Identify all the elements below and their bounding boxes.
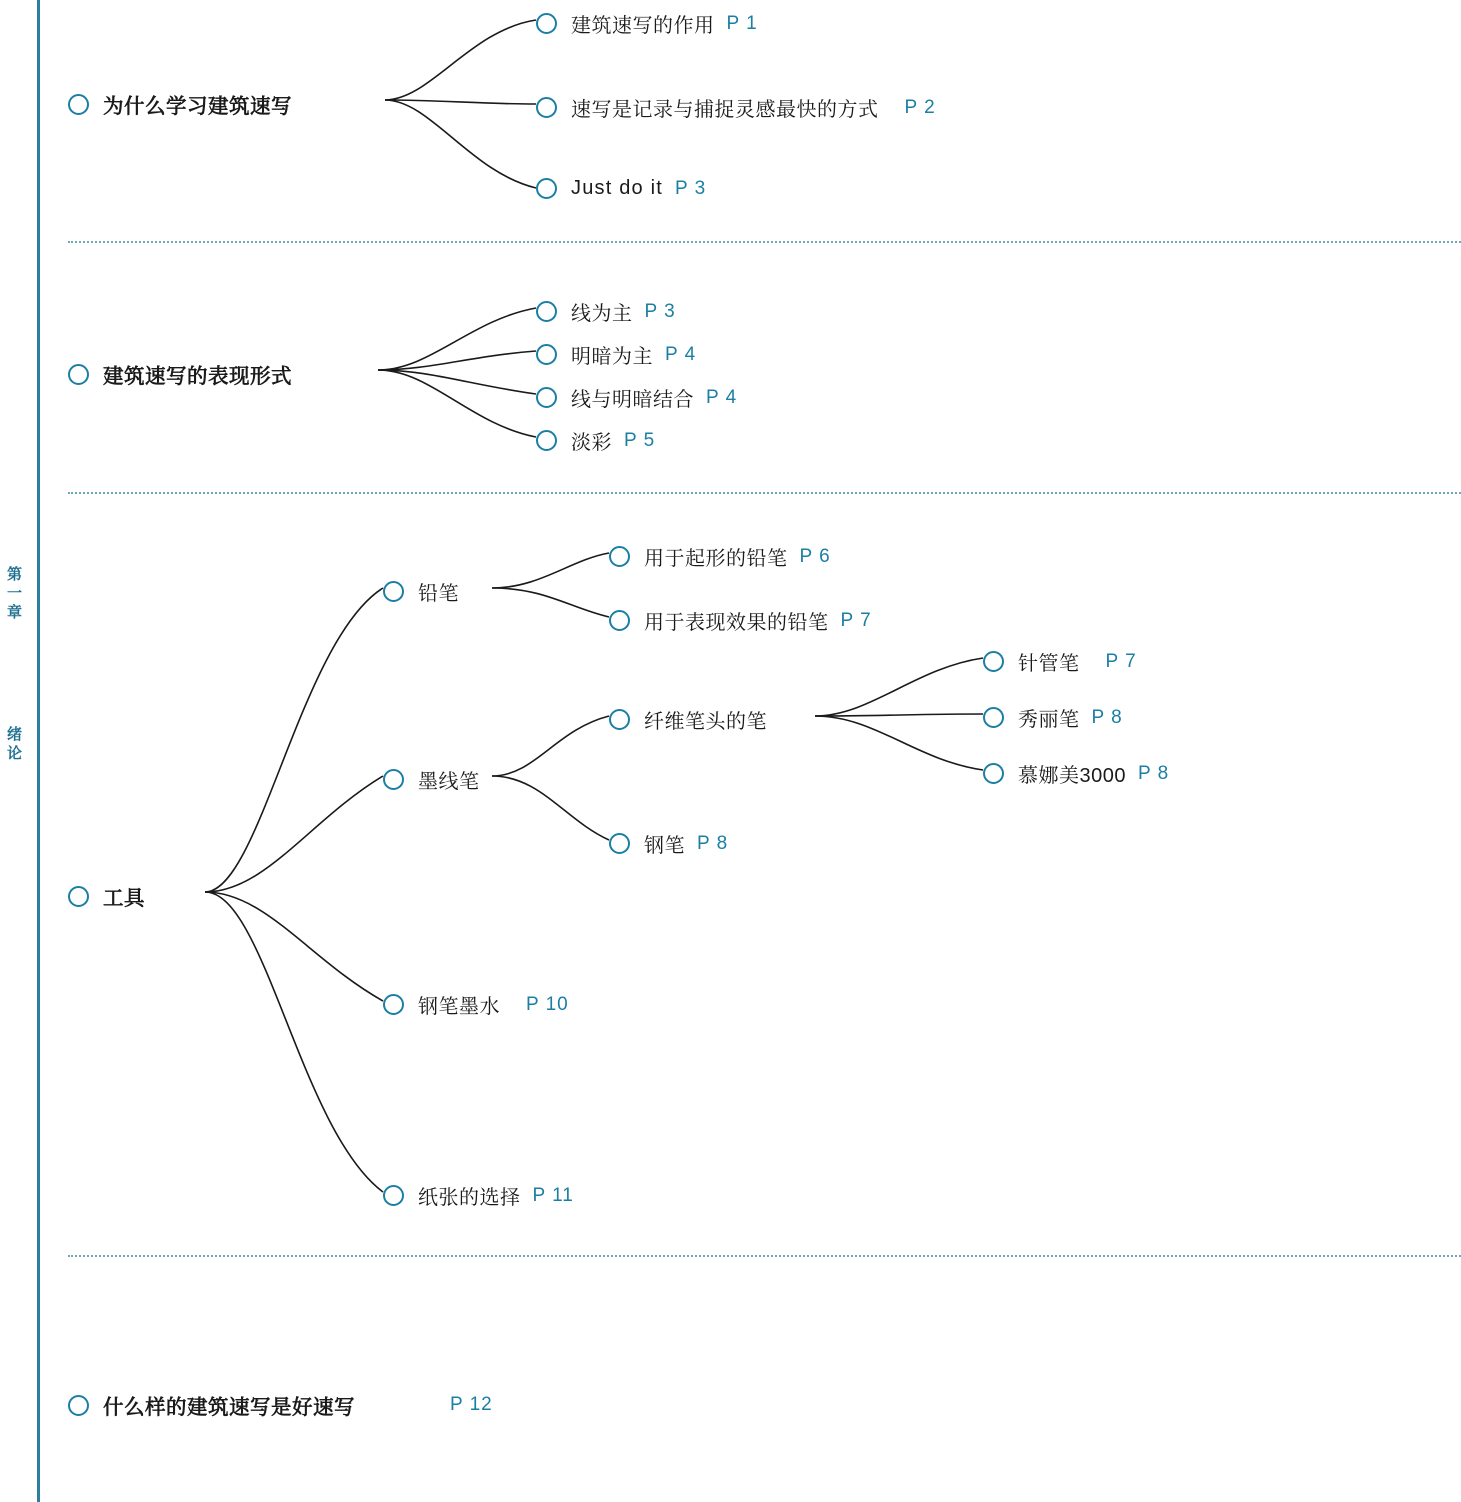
node-label: 线为主 — [571, 303, 633, 325]
node-page-number: P 12 — [450, 1394, 493, 1415]
node-bullet-icon — [983, 707, 1004, 728]
node-tone-dominant[interactable] — [536, 340, 696, 369]
node-page-number: P 4 — [665, 343, 697, 365]
node-label: 什么样的建筑速写是好速写 — [103, 1396, 355, 1419]
node-bullet-icon — [536, 97, 557, 118]
node-bullet-icon — [383, 581, 404, 602]
node-label: 钢笔墨水 — [418, 996, 500, 1018]
section-divider-3 — [68, 1255, 1461, 1257]
node-label: 淡彩 — [571, 432, 612, 454]
node-page-number: P 1 — [726, 12, 758, 34]
node-label: 秀丽笔 — [1018, 709, 1080, 731]
node-page-number: P 3 — [675, 177, 707, 199]
node-label: 墨线笔 — [418, 771, 480, 793]
node-fountain-pen-ink[interactable] — [383, 990, 569, 1019]
node-line-dominant[interactable] — [536, 297, 676, 326]
chapter-number-char-2: 一 — [6, 585, 23, 602]
node-light-color[interactable] — [536, 426, 655, 455]
chapter-number-char-3: 章 — [6, 604, 23, 621]
node-label: 建筑速写的表现形式 — [103, 365, 292, 388]
node-bullet-icon — [383, 769, 404, 790]
node-label: 建筑速写的作用 — [571, 15, 715, 37]
left-vertical-rule — [37, 0, 40, 1502]
node-label: 速写是记录与捕捉灵感最快的方式 — [571, 99, 879, 121]
node-bullet-icon — [536, 301, 557, 322]
node-bullet-icon — [609, 709, 630, 730]
node-page-number: P 5 — [624, 429, 656, 451]
node-ink-line-pen[interactable] — [383, 765, 480, 794]
node-monami-3000[interactable] — [983, 759, 1169, 788]
node-why-learn-sketching[interactable] — [68, 89, 292, 119]
node-bullet-icon — [383, 1185, 404, 1206]
node-line-and-tone[interactable] — [536, 383, 737, 412]
node-page-number: P 4 — [706, 386, 738, 408]
node-sketch-function[interactable] — [536, 9, 758, 38]
node-technical-pen[interactable] — [983, 647, 1137, 676]
chapter-number — [0, 565, 30, 622]
node-bullet-icon — [609, 833, 630, 854]
node-page-number: P 2 — [904, 96, 936, 118]
node-sketching-pencil[interactable] — [609, 542, 831, 571]
node-tools[interactable] — [68, 881, 145, 911]
node-pencil[interactable] — [383, 577, 459, 606]
node-bullet-icon — [68, 364, 89, 385]
node-paper-choice[interactable] — [383, 1181, 574, 1210]
node-fiber-tip-pen[interactable] — [609, 705, 767, 734]
node-page-number: P 8 — [1091, 706, 1123, 728]
node-page-number: P 8 — [1138, 762, 1170, 784]
node-bullet-icon — [536, 430, 557, 451]
node-label: Just do it — [571, 177, 664, 199]
node-label: 铅笔 — [418, 583, 459, 605]
node-just-do-it[interactable] — [536, 177, 706, 200]
node-fountain-pen[interactable] — [609, 829, 728, 858]
node-page-number: P 10 — [526, 993, 569, 1015]
section-divider-1 — [68, 241, 1461, 243]
node-page-number: P 11 — [532, 1184, 574, 1206]
node-bullet-icon — [536, 178, 557, 199]
node-page-number: P 6 — [799, 545, 831, 567]
node-bullet-icon — [536, 344, 557, 365]
node-what-is-good-sketch[interactable] — [68, 1390, 493, 1420]
node-label: 钢笔 — [644, 835, 685, 857]
node-label: 用于起形的铅笔 — [644, 548, 788, 570]
chapter-title — [0, 725, 30, 763]
node-effect-pencil[interactable] — [609, 606, 872, 635]
node-page-number: P 8 — [697, 832, 729, 854]
node-label: 用于表现效果的铅笔 — [644, 612, 829, 634]
node-bullet-icon — [609, 546, 630, 567]
node-bullet-icon — [68, 1395, 89, 1416]
node-expression-forms[interactable] — [68, 359, 292, 389]
node-label: 纸张的选择 — [418, 1187, 521, 1209]
chapter-title-char-1: 绪 — [6, 726, 23, 743]
node-label: 为什么学习建筑速写 — [103, 95, 292, 118]
node-page-number: P 3 — [644, 300, 676, 322]
node-bullet-icon — [68, 886, 89, 907]
node-bullet-icon — [383, 994, 404, 1015]
section-divider-2 — [68, 492, 1461, 494]
node-label: 明暗为主 — [571, 346, 653, 368]
chapter-number-char-1: 第 — [6, 566, 23, 583]
node-xiuli-brush-pen[interactable] — [983, 703, 1123, 732]
node-label: 工具 — [103, 887, 145, 910]
node-label: 慕娜美3000 — [1018, 765, 1126, 787]
node-fastest-way-to-record[interactable] — [536, 93, 936, 122]
node-label: 线与明暗结合 — [571, 389, 694, 411]
node-label: 针管笔 — [1018, 653, 1080, 675]
node-label: 纤维笔头的笔 — [644, 711, 767, 733]
node-bullet-icon — [609, 610, 630, 631]
node-bullet-icon — [536, 13, 557, 34]
node-bullet-icon — [983, 651, 1004, 672]
node-page-number: P 7 — [840, 609, 872, 631]
node-page-number: P 7 — [1105, 650, 1137, 672]
node-bullet-icon — [536, 387, 557, 408]
chapter-title-char-2: 论 — [6, 745, 23, 762]
node-bullet-icon — [68, 94, 89, 115]
node-bullet-icon — [983, 763, 1004, 784]
